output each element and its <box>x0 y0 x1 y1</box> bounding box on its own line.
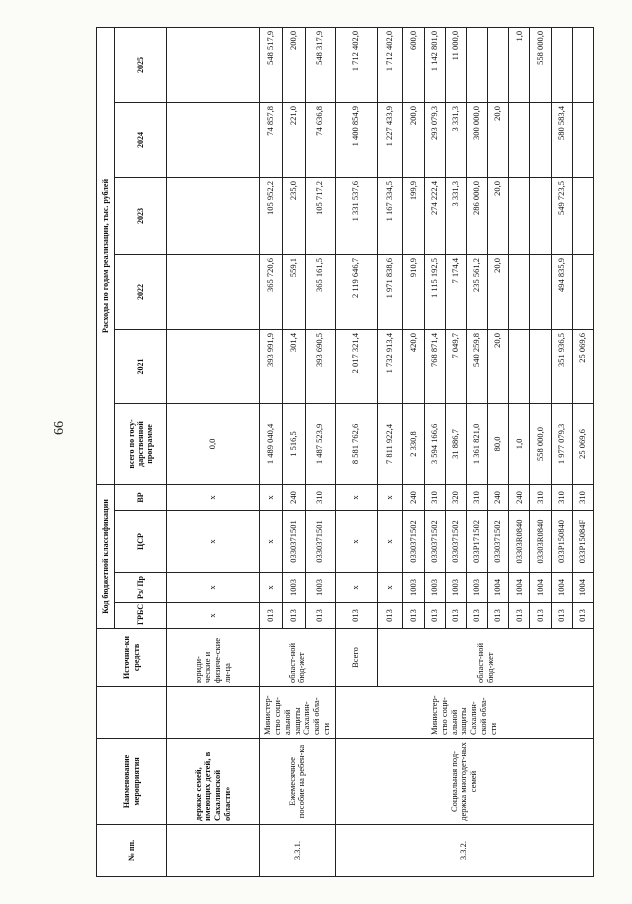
header-year: 2023 <box>115 177 167 254</box>
header-name: Наименование мероприятия <box>97 739 167 825</box>
cell-2025: 11 000,0 <box>445 27 466 102</box>
cell-grbs: 013 <box>466 603 487 629</box>
item-332-source-total: Всего <box>335 629 377 687</box>
cell-2023: 20,0 <box>488 177 509 254</box>
cell-2021: 393 690,5 <box>305 329 335 403</box>
continuation-name: держке семей, имеющих детей, в Сахалинской области» <box>167 739 260 825</box>
continuation-source: юриди-ческие и физиче-ские ли-ца <box>167 629 260 687</box>
cell-csr: 03303R0840 <box>530 511 551 573</box>
table-row <box>260 27 283 876</box>
cell-csr: 0330371501 <box>305 511 335 573</box>
item-332-source: област-ной бюд-жет <box>378 629 594 687</box>
cell-csr: x <box>167 511 260 573</box>
cell-grbs: 013 <box>260 603 283 629</box>
cell-2023: 199,9 <box>403 177 424 254</box>
cell-2025 <box>572 27 593 102</box>
cell-grbs: x <box>167 603 260 629</box>
item-331-responsible: Министер-ство соци-альной защиты Сахалин-ской обла-сти <box>260 687 336 739</box>
cell-grbs: 013 <box>424 603 445 629</box>
cell-rz: 1004 <box>530 573 551 603</box>
header-source: Источни-ки средств <box>97 629 167 687</box>
cell-vr: 310 <box>551 484 572 510</box>
cell-2024 <box>509 102 530 177</box>
cell-2023: 105 952,2 <box>260 177 283 254</box>
cell-grbs: 013 <box>378 603 403 629</box>
cell-csr: 033P15084F <box>572 511 593 573</box>
cell-2022: 7 174,4 <box>445 254 466 329</box>
cell-csr: 0330371502 <box>403 511 424 573</box>
cell-vr: x <box>335 484 377 510</box>
cell-rz: 1003 <box>445 573 466 603</box>
cell-total: 2 330,8 <box>403 403 424 484</box>
cell-vr: x <box>260 484 283 510</box>
cell-vr: 240 <box>488 484 509 510</box>
header-responsible <box>97 687 167 739</box>
header-year: 2024 <box>115 102 167 177</box>
cell-2022 <box>509 254 530 329</box>
header-num: № пп. <box>97 825 167 877</box>
cell-vr: 240 <box>403 484 424 510</box>
cell-2025: 1,0 <box>509 27 530 102</box>
cell-total: 25 069,6 <box>572 403 593 484</box>
cell-2024: 1 227 433,9 <box>378 102 403 177</box>
cell-grbs: 013 <box>509 603 530 629</box>
cell-2025 <box>488 27 509 102</box>
header-vr: ВР <box>115 484 167 510</box>
item-332-responsible: Министер-ство соци-альной защиты Сахалин-ской обла-сти <box>335 687 593 739</box>
cell-rz: x <box>335 573 377 603</box>
cell-total: 8 581 762,6 <box>335 403 377 484</box>
cell-2024 <box>530 102 551 177</box>
cell-rz: 1004 <box>509 573 530 603</box>
cell-csr: x <box>260 511 283 573</box>
cell-vr: x <box>167 484 260 510</box>
cell-vr: x <box>378 484 403 510</box>
cell-csr: 033P150840 <box>551 511 572 573</box>
cell-2024: 74 857,8 <box>260 102 283 177</box>
cell-2025: 548 317,9 <box>305 27 335 102</box>
cell-rz: 1003 <box>466 573 487 603</box>
cell-2023: 1 167 334,5 <box>378 177 403 254</box>
cell-csr: 033P171502 <box>466 511 487 573</box>
cell-vr: 320 <box>445 484 466 510</box>
cell-rz: x <box>378 573 403 603</box>
item-332-num: 3.3.2. <box>335 825 593 877</box>
cell-2024 <box>572 102 593 177</box>
header-expenses: Расходы по годам реализации, тыс. рублей <box>97 27 115 484</box>
item-331-name: Ежемесячное пособие на ребен-ка <box>260 739 336 825</box>
cell-2023: 3 331,3 <box>445 177 466 254</box>
cell-2024: 300 000,0 <box>466 102 487 177</box>
cell-2023 <box>572 177 593 254</box>
cell-total: 31 886,7 <box>445 403 466 484</box>
cell-vr: 240 <box>509 484 530 510</box>
cell-csr: 03303R0840 <box>509 511 530 573</box>
cell-vr: 240 <box>283 484 306 510</box>
page-number: 66 <box>52 421 67 435</box>
cell-2024: 74 636,8 <box>305 102 335 177</box>
cell-2024: 200,0 <box>403 102 424 177</box>
cell-csr: x <box>378 511 403 573</box>
cell-rz: x <box>260 573 283 603</box>
cell-2021: 768 871,4 <box>424 329 445 403</box>
cell-grbs: 013 <box>445 603 466 629</box>
cell-rz: 1003 <box>305 573 335 603</box>
header-year: 2025 <box>115 27 167 102</box>
table-row <box>335 27 377 876</box>
cell-2021 <box>530 329 551 403</box>
cell-2024: 20,0 <box>488 102 509 177</box>
cell-csr: x <box>335 511 377 573</box>
cell-total: 1 977 079,3 <box>551 403 572 484</box>
cell-grbs: 013 <box>305 603 335 629</box>
cell-vr: 310 <box>424 484 445 510</box>
cell-2021 <box>509 329 530 403</box>
cell-rz: 1003 <box>424 573 445 603</box>
cell-csr: 0330371502 <box>424 511 445 573</box>
cell-2023: 235,0 <box>283 177 306 254</box>
cell-2024: 221,0 <box>283 102 306 177</box>
cell-total: 1 489 040,4 <box>260 403 283 484</box>
cell-rz: 1004 <box>551 573 572 603</box>
cell-2022: 910,9 <box>403 254 424 329</box>
cell-grbs: 013 <box>530 603 551 629</box>
cell-2024: 580 583,4 <box>551 102 572 177</box>
cell-vr: 310 <box>530 484 551 510</box>
header-year: 2021 <box>115 329 167 403</box>
cell-2025: 1 712 402,0 <box>335 27 377 102</box>
item-332-name: Социальная под-держка многодет-ных семей <box>335 739 593 825</box>
cell-vr: 310 <box>572 484 593 510</box>
cell-total: 7 811 922,4 <box>378 403 403 484</box>
cell-2021: 20,0 <box>488 329 509 403</box>
cell-total: 1 516,5 <box>283 403 306 484</box>
cell-2023: 549 723,5 <box>551 177 572 254</box>
cell-rz: 1004 <box>572 573 593 603</box>
cell-2021: 540 259,8 <box>466 329 487 403</box>
cell-grbs: 013 <box>572 603 593 629</box>
cell-2021: 393 991,9 <box>260 329 283 403</box>
cell-2021: 420,0 <box>403 329 424 403</box>
cell-2024: 3 331,3 <box>445 102 466 177</box>
cell-2021: 25 069,6 <box>572 329 593 403</box>
cell-csr: 0330371501 <box>283 511 306 573</box>
header-csr: ЦСР <box>115 511 167 573</box>
cell-2023: 1 331 537,6 <box>335 177 377 254</box>
cell-2023: 286 000,0 <box>466 177 487 254</box>
cell-2021: 1 732 913,4 <box>378 329 403 403</box>
cell-2025: 558 000,0 <box>530 27 551 102</box>
cell-2025: 1 712 402,0 <box>378 27 403 102</box>
cell-csr: 0330371502 <box>488 511 509 573</box>
cell-2025: 600,0 <box>403 27 424 102</box>
cell-vr: 310 <box>466 484 487 510</box>
cell-csr: 0330371502 <box>445 511 466 573</box>
cell-2022: 2 119 646,7 <box>335 254 377 329</box>
cell-total: 558 000,0 <box>530 403 551 484</box>
header-budget-code: Код бюджетной классификации <box>97 484 115 628</box>
item-331-num: 3.3.1. <box>260 825 336 877</box>
cell-2024: 1 400 854,9 <box>335 102 377 177</box>
cell-2021: 2 017 321,4 <box>335 329 377 403</box>
cell-2022: 1 971 838,6 <box>378 254 403 329</box>
header-rz: Рз/ Пр <box>115 573 167 603</box>
item-331-source: област-ной бюд-жет <box>260 629 336 687</box>
cell-2023: 274 222,4 <box>424 177 445 254</box>
cell-vr: 310 <box>305 484 335 510</box>
cell-2022: 1 115 192,5 <box>424 254 445 329</box>
cell-2024: 293 079,3 <box>424 102 445 177</box>
cell-2025 <box>466 27 487 102</box>
cell-grbs: 013 <box>551 603 572 629</box>
cell-rz: x <box>167 573 260 603</box>
cell-2021: 7 049,7 <box>445 329 466 403</box>
cell-grbs: 013 <box>335 603 377 629</box>
cell-total: 1 361 821,0 <box>466 403 487 484</box>
cell-total: 1,0 <box>509 403 530 484</box>
cell-total: 80,0 <box>488 403 509 484</box>
header-year: 2022 <box>115 254 167 329</box>
cell-2025: 548 517,9 <box>260 27 283 102</box>
cell-2022: 235 561,2 <box>466 254 487 329</box>
cell-2021: 301,4 <box>283 329 306 403</box>
header-grbs: ГРБС <box>115 603 167 629</box>
cell-2022: 365 720,6 <box>260 254 283 329</box>
rotated-budget-table <box>96 28 594 877</box>
cell-2023 <box>509 177 530 254</box>
cell-rz: 1003 <box>403 573 424 603</box>
cell-2025 <box>551 27 572 102</box>
cell-2023: 105 717,2 <box>305 177 335 254</box>
cell-2022: 559,1 <box>283 254 306 329</box>
budget-table <box>96 27 594 877</box>
cell-grbs: 013 <box>488 603 509 629</box>
cell-total: 3 594 166,6 <box>424 403 445 484</box>
cell-total: 1 487 523,9 <box>305 403 335 484</box>
cell-grbs: 013 <box>403 603 424 629</box>
cell-grbs: 013 <box>283 603 306 629</box>
cell-2022 <box>530 254 551 329</box>
header-total: всего по госу-дарственной программе <box>115 403 167 484</box>
cell-rz: 1003 <box>283 573 306 603</box>
cell-2022: 20,0 <box>488 254 509 329</box>
cell-2025: 200,0 <box>283 27 306 102</box>
cell-2023 <box>530 177 551 254</box>
continuation-row <box>167 27 260 876</box>
cell-2021: 351 936,5 <box>551 329 572 403</box>
cell-2025: 1 142 801,0 <box>424 27 445 102</box>
cell-rz: 1004 <box>488 573 509 603</box>
cell-2022: 494 835,9 <box>551 254 572 329</box>
cell-total: 0,0 <box>167 403 260 484</box>
cell-2022: 365 161,5 <box>305 254 335 329</box>
cell-2022 <box>572 254 593 329</box>
